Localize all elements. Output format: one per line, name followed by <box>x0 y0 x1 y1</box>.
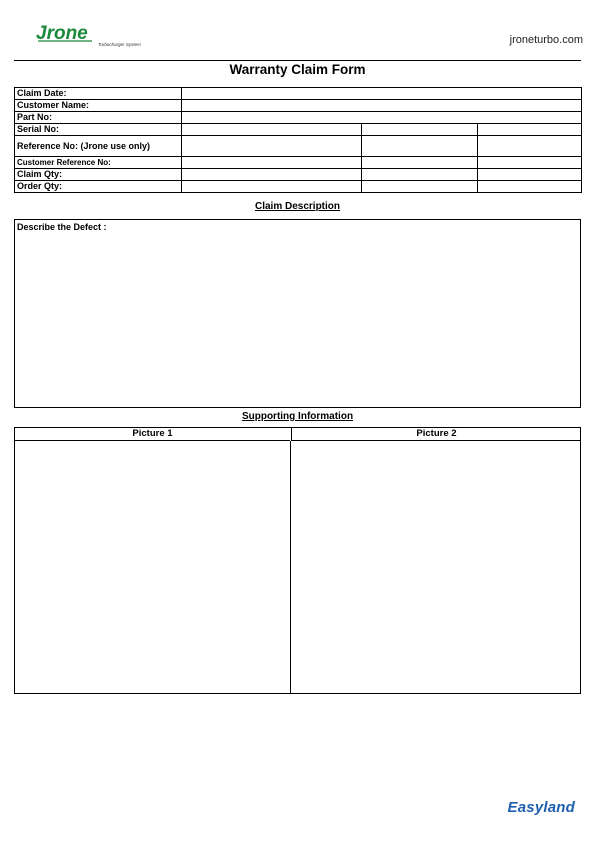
defect-description-area[interactable] <box>14 219 581 408</box>
field-input-claim-date[interactable] <box>182 88 582 100</box>
field-input-claim-qty-3[interactable] <box>478 169 582 181</box>
field-input-serial-no-1[interactable] <box>182 124 362 136</box>
field-input-serial-no-2[interactable] <box>362 124 478 136</box>
field-label-customer-reference-no: Customer Reference No: <box>15 157 182 169</box>
field-input-customer-reference-no-2[interactable] <box>362 157 478 169</box>
field-input-reference-no-3[interactable] <box>478 136 582 157</box>
field-input-claim-qty-1[interactable] <box>182 169 362 181</box>
table-row <box>15 181 582 193</box>
field-input-reference-no-2[interactable] <box>362 136 478 157</box>
field-input-order-qty-3[interactable] <box>478 181 582 193</box>
picture-1-header: Picture 1 <box>15 428 290 441</box>
defect-label: Describe the Defect : <box>17 222 107 232</box>
table-row <box>15 169 582 181</box>
website-url: jroneturbo.com <box>509 34 583 46</box>
claim-fields-table <box>14 87 582 193</box>
field-label-claim-qty: Claim Qty: <box>15 169 182 181</box>
field-label-customer-name: Customer Name: <box>15 100 182 112</box>
picture-1-area[interactable] <box>15 441 290 693</box>
field-label-order-qty: Order Qty: <box>15 181 182 193</box>
field-input-order-qty-2[interactable] <box>362 181 478 193</box>
table-row <box>15 112 582 124</box>
field-input-reference-no-1[interactable] <box>182 136 362 157</box>
field-input-customer-name[interactable] <box>182 100 582 112</box>
form-title: Warranty Claim Form <box>229 62 366 77</box>
claim-description-heading: Claim Description <box>254 201 341 212</box>
field-label-claim-date: Claim Date: <box>15 88 182 100</box>
logo-wordmark: Jrone <box>36 24 88 44</box>
table-row <box>15 136 582 157</box>
field-input-customer-reference-no-3[interactable] <box>478 157 582 169</box>
field-label-part-no: Part No: <box>15 112 182 124</box>
field-input-claim-qty-2[interactable] <box>362 169 478 181</box>
field-label-reference-no: Reference No: (Jrone use only) <box>15 136 182 157</box>
field-input-serial-no-3[interactable] <box>478 124 582 136</box>
pictures-box <box>14 427 581 694</box>
table-row <box>15 124 582 136</box>
field-input-order-qty-1[interactable] <box>182 181 362 193</box>
picture-2-area[interactable] <box>292 441 580 693</box>
supporting-information-heading: Supporting Information <box>241 411 354 422</box>
picture-divider <box>290 441 291 693</box>
table-row <box>15 157 582 169</box>
table-row <box>15 100 582 112</box>
picture-2-header: Picture 2 <box>291 428 581 441</box>
logo-tagline: Turbocharger System <box>98 42 141 47</box>
field-input-part-no[interactable] <box>182 112 582 124</box>
header-divider <box>14 60 581 61</box>
easyland-logo: Easyland <box>507 799 575 816</box>
jrone-logo <box>36 24 158 48</box>
table-row <box>15 88 582 100</box>
field-label-serial-no: Serial No: <box>15 124 182 136</box>
field-input-customer-reference-no-1[interactable] <box>182 157 362 169</box>
